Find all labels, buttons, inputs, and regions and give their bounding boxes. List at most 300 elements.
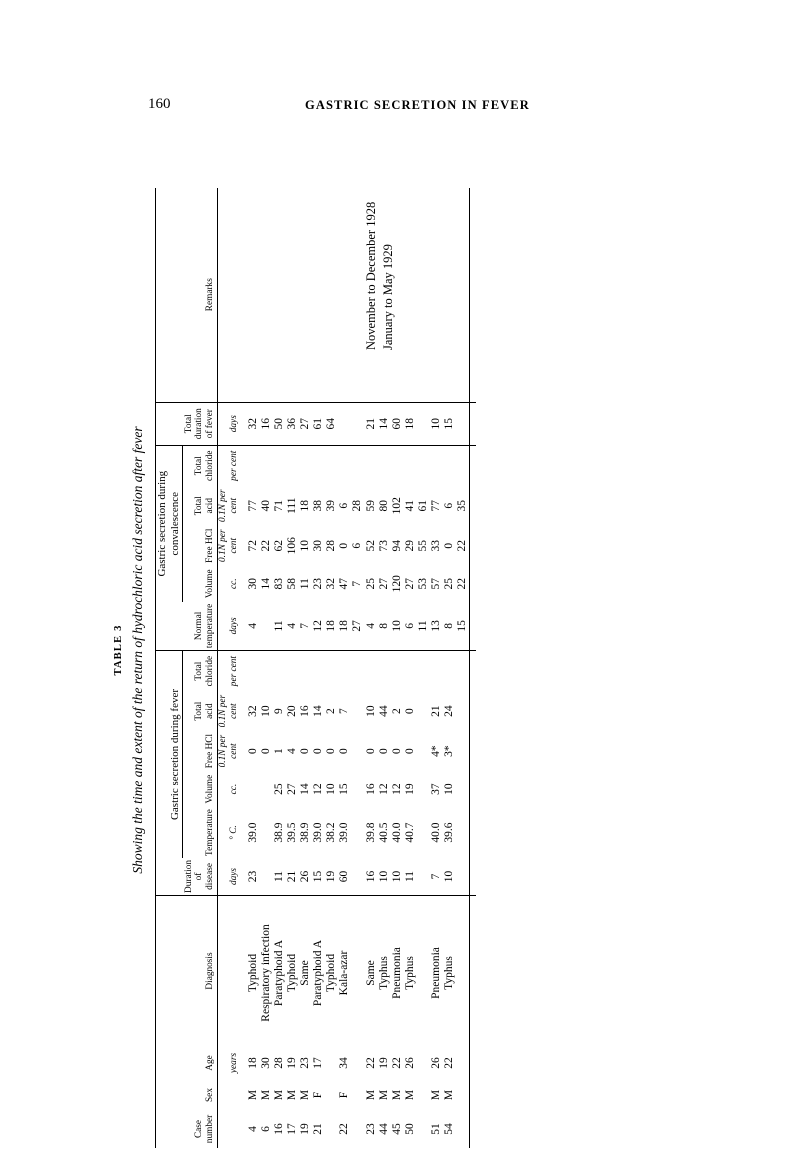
cell-volume-conv: 83 [272, 577, 285, 590]
cell-age [325, 1046, 338, 1080]
cell-volume-fever: 10 [443, 783, 456, 795]
cell-free-hcl-fever [351, 731, 364, 771]
cell-volume-conv: 11 [298, 578, 311, 590]
unit-volume-conv: cc. [228, 578, 239, 589]
cell-duration-disease: 60 [338, 858, 351, 896]
cell-volume-conv: 47 [338, 577, 351, 590]
cell-duration-disease [260, 858, 273, 896]
cell-total-chloride-fever [312, 651, 325, 692]
cell-total-chloride-fever [404, 651, 417, 692]
cell-temperature: 39.8 [364, 822, 377, 843]
results-table [155, 188, 476, 1148]
spacer-cell [240, 731, 247, 771]
cell-temperature [351, 807, 364, 858]
cell-sex: M [364, 1089, 377, 1101]
cell-volume-conv: 58 [285, 577, 298, 590]
cell-temperature: 39.0 [338, 822, 351, 843]
cell-temperature: 39.0 [246, 822, 259, 843]
bottom-rule-cell [470, 807, 477, 858]
cell-temperature: 38.9 [298, 822, 311, 843]
cell-diagnosis: Pneumonia [430, 947, 443, 999]
cell-volume-fever [260, 771, 273, 807]
cell-total-chloride-conv [351, 445, 364, 486]
cell-normal-temperature: 11 [417, 602, 430, 651]
cell-case: 51 [430, 1123, 443, 1135]
col-head-sex: Sex [183, 1080, 218, 1110]
spacer-cell [240, 896, 247, 1047]
cell-normal-temperature: 18 [338, 602, 351, 651]
cell-case: 21 [312, 1123, 325, 1135]
cell-total-chloride-fever [378, 651, 391, 692]
cell-case: 50 [403, 1123, 416, 1135]
cell-temperature: 39.6 [443, 822, 456, 843]
cell-temperature: 40.5 [377, 822, 390, 843]
cell-total-acid-conv: 6 [338, 502, 351, 509]
cell-age [456, 1046, 470, 1080]
cell-total-chloride-fever [338, 651, 351, 692]
cell-volume-conv: 53 [416, 577, 429, 590]
cell-normal-temperature: 4 [365, 602, 378, 651]
cell-free-hcl-conv: 22 [456, 539, 469, 552]
remarks-block [363, 202, 397, 350]
col-head-total-duration-fever: Total duration of fever [183, 402, 218, 445]
table-row [273, 188, 286, 1148]
cell-sex: M [246, 1089, 259, 1101]
cell-total-chloride-conv [286, 445, 299, 486]
cell-total-acid-fever: 14 [312, 705, 325, 717]
cell-normal-temperature: 4 [286, 602, 299, 651]
cell-total-acid-fever: 21 [430, 705, 443, 717]
cell-total-acid-fever: 44 [377, 705, 390, 717]
unit-diagnosis [218, 896, 240, 1047]
spacer-cell [240, 1110, 247, 1148]
cell-free-hcl-conv: 72 [246, 539, 259, 552]
unit-temperature: ° C. [228, 825, 239, 840]
cell-total-acid-conv: 6 [443, 502, 456, 509]
cell-free-hcl-fever: 0 [325, 748, 338, 754]
cell-case: 6 [259, 1126, 272, 1132]
cell-free-hcl-conv: 28 [325, 539, 338, 552]
group-spacer-total-duration [156, 402, 183, 445]
cell-volume-conv: 25 [443, 577, 456, 590]
cell-total-duration-fever: 16 [260, 402, 273, 445]
cell-sex: M [259, 1089, 272, 1101]
cell-duration-disease: 11 [273, 858, 286, 896]
bottom-rule-cell [470, 731, 477, 771]
unit-age: years [228, 1052, 239, 1074]
cell-free-hcl-conv: 52 [364, 539, 377, 552]
cell-volume-fever: 19 [403, 783, 416, 795]
cell-volume-fever: 12 [377, 783, 390, 795]
col-head-age: Age [183, 1046, 218, 1080]
cell-total-duration-fever: 64 [325, 402, 338, 445]
cell-total-chloride-fever [351, 651, 364, 692]
bottom-rule-cell [470, 858, 477, 896]
cell-total-chloride-conv [378, 445, 391, 486]
cell-volume-conv: 7 [351, 580, 364, 587]
cell-volume-conv: 14 [259, 577, 272, 590]
cell-case [351, 1110, 364, 1148]
cell-remarks [338, 188, 351, 403]
group-spacer-sex [156, 1080, 183, 1110]
cell-diagnosis: Typhus [443, 956, 456, 990]
table-row [312, 188, 325, 1148]
table-title: Showing the time and extent of the return of hydrochloric acid secretion after fever [130, 426, 145, 874]
cell-total-duration-fever: 10 [430, 402, 443, 445]
cell-volume-fever [417, 771, 430, 807]
cell-total-acid-fever: 10 [259, 705, 272, 717]
cell-remarks [443, 188, 456, 403]
group-spacer-normal-temp [156, 602, 183, 651]
cell-total-chloride-conv [247, 445, 260, 486]
cell-normal-temperature: 8 [378, 602, 391, 651]
spacer-cell [240, 566, 247, 602]
cell-normal-temperature: 10 [391, 602, 404, 651]
row-spacer [240, 188, 247, 1148]
cell-total-duration-fever: 50 [273, 402, 286, 445]
cell-total-chloride-conv [260, 445, 273, 486]
cell-duration-disease [417, 858, 430, 896]
cell-total-chloride-fever [365, 651, 378, 692]
bottom-rule-cell [470, 526, 477, 566]
cell-age: 18 [246, 1057, 259, 1069]
cell-total-duration-fever [417, 402, 430, 445]
spacer-cell [240, 1046, 247, 1080]
cell-sex: M [272, 1089, 285, 1101]
cell-volume-fever: 15 [338, 783, 351, 795]
cell-normal-temperature: 8 [443, 602, 456, 651]
cell-total-duration-fever: 15 [443, 402, 456, 445]
cell-case: 23 [364, 1123, 377, 1135]
cell-total-duration-fever: 32 [247, 402, 260, 445]
spacer-cell [240, 807, 247, 858]
cell-diagnosis: Respiratory infection [259, 924, 272, 1022]
unit-total-chloride-fever: per cent [228, 656, 239, 687]
unit-duration-disease: days [218, 858, 240, 896]
bottom-rule-cell [470, 1080, 477, 1110]
cell-total-chloride-conv [312, 445, 325, 486]
cell-total-chloride-conv [456, 445, 470, 486]
cell-total-acid-fever: 10 [364, 705, 377, 717]
cell-remarks [273, 188, 286, 403]
cell-temperature [260, 807, 273, 858]
cell-diagnosis [351, 896, 364, 1047]
cell-diagnosis: Typhoid [285, 953, 298, 993]
cell-total-acid-conv: 61 [416, 499, 429, 512]
cell-remarks [430, 188, 443, 403]
spacer-cell [240, 188, 247, 403]
cell-volume-fever [456, 771, 470, 807]
cell-case [417, 1110, 430, 1148]
cell-volume-fever [247, 771, 260, 807]
cell-free-hcl-conv: 0 [443, 542, 456, 549]
cell-volume-conv: 32 [325, 577, 338, 590]
cell-total-acid-fever: 24 [443, 705, 456, 717]
cell-normal-temperature [260, 602, 273, 651]
cell-total-duration-fever: 61 [312, 402, 325, 445]
cell-normal-temperature: 7 [299, 602, 312, 651]
cell-duration-disease: 15 [312, 858, 325, 896]
cell-sex [351, 1080, 364, 1110]
bottom-rule-cell [470, 771, 477, 807]
cell-volume-conv: 27 [377, 577, 390, 590]
table-row [430, 188, 443, 1148]
cell-remarks [456, 188, 470, 403]
unit-case [218, 1110, 240, 1148]
cell-total-duration-fever: 18 [404, 402, 417, 445]
cell-temperature: 40.0 [430, 822, 443, 843]
unit-total-chloride-conv: per cent [228, 450, 239, 481]
cell-sex: M [298, 1089, 311, 1101]
group-header-during-convalescence: Gastric secretion during convalescence [156, 445, 183, 602]
cell-diagnosis: Typhoid [325, 953, 338, 993]
cell-case: 16 [272, 1123, 285, 1135]
cell-free-hcl-fever: 0 [312, 748, 325, 754]
cell-duration-disease: 7 [430, 858, 443, 896]
table-row [325, 188, 338, 1148]
cell-sex: M [390, 1089, 403, 1101]
cell-normal-temperature: 18 [325, 602, 338, 651]
col-head-total-acid-fever: Total acid [183, 691, 218, 731]
cell-total-acid-conv: 77 [246, 499, 259, 512]
cell-temperature [456, 807, 470, 858]
table-row [417, 188, 430, 1148]
group-header-during-fever: Gastric secretion during fever [156, 651, 183, 858]
cell-total-chloride-conv [417, 445, 430, 486]
cell-temperature: 38.9 [272, 822, 285, 843]
cell-age: 22 [443, 1057, 456, 1069]
cell-remarks [299, 188, 312, 403]
cell-total-acid-conv: 111 [285, 497, 298, 514]
col-head-total-chloride-conv: Total chloride [183, 445, 218, 486]
cell-age [417, 1046, 430, 1080]
cell-sex: M [403, 1089, 416, 1101]
cell-sex: M [443, 1089, 456, 1101]
col-head-duration-disease: Duration of disease [183, 858, 218, 896]
cell-duration-disease: 21 [286, 858, 299, 896]
cell-free-hcl-fever: 3* [443, 745, 456, 757]
cell-volume-conv: 22 [456, 577, 469, 590]
cell-volume-conv: 120 [390, 575, 403, 593]
cell-total-chloride-conv [365, 445, 378, 486]
spacer-cell [240, 402, 247, 445]
spacer-cell [240, 526, 247, 566]
cell-total-chloride-conv [273, 445, 286, 486]
col-head-volume-conv: Volume [183, 566, 218, 602]
cell-remarks [417, 188, 430, 403]
cell-total-acid-fever: 16 [298, 705, 311, 717]
cell-total-acid-conv: 39 [325, 499, 338, 512]
cell-total-chloride-conv [299, 445, 312, 486]
cell-normal-temperature: 15 [456, 602, 470, 651]
bottom-rule-cell [470, 1046, 477, 1080]
cell-total-chloride-fever [443, 651, 456, 692]
cell-duration-disease [456, 858, 470, 896]
col-head-free-hcl-conv: Free HCl [183, 526, 218, 566]
cell-free-hcl-conv: 10 [298, 539, 311, 552]
cell-total-acid-conv: 41 [403, 499, 416, 512]
cell-free-hcl-conv: 73 [377, 539, 390, 552]
cell-volume-conv: 30 [246, 577, 259, 590]
table-row [443, 188, 456, 1148]
cell-age: 26 [403, 1057, 416, 1069]
col-head-diagnosis: Diagnosis [183, 896, 218, 1047]
bottom-rule-cell [470, 445, 477, 486]
cell-total-acid-conv: 18 [298, 499, 311, 512]
table-row [260, 188, 273, 1148]
cell-case: 54 [443, 1123, 456, 1135]
cell-age: 22 [364, 1057, 377, 1069]
cell-sex: F [338, 1091, 351, 1099]
spacer-cell [240, 602, 247, 651]
cell-duration-disease: 19 [325, 858, 338, 896]
cell-age: 28 [272, 1057, 285, 1069]
cell-age: 34 [338, 1057, 351, 1069]
cell-case [325, 1110, 338, 1148]
table-row [456, 188, 470, 1148]
cell-remarks [325, 188, 338, 403]
cell-normal-temperature: 6 [404, 602, 417, 651]
cell-free-hcl-conv: 0 [338, 542, 351, 549]
unit-remarks [218, 188, 240, 403]
group-spacer-age [156, 1046, 183, 1080]
col-head-total-acid-conv: Total acid [183, 486, 218, 526]
cell-total-chloride-fever [391, 651, 404, 692]
spacer-cell [240, 1080, 247, 1110]
table-row [286, 188, 299, 1148]
cell-free-hcl-conv: 62 [272, 539, 285, 552]
cell-sex: M [285, 1089, 298, 1101]
cell-free-hcl-conv: 29 [403, 539, 416, 552]
cell-age: 19 [285, 1057, 298, 1069]
cell-free-hcl-fever: 0 [338, 748, 351, 754]
page-header [0, 96, 786, 116]
cell-total-acid-conv: 28 [351, 499, 364, 512]
cell-total-acid-conv: 35 [456, 499, 469, 512]
cell-volume-fever: 16 [364, 783, 377, 795]
cell-total-chloride-conv [325, 445, 338, 486]
cell-diagnosis: Paratyphoid A [312, 939, 325, 1007]
unit-normal-temperature: days [218, 602, 240, 651]
cell-total-acid-fever: 7 [338, 708, 351, 714]
col-head-total-chloride-fever: Total chloride [183, 651, 218, 692]
bottom-rule-cell [470, 566, 477, 602]
running-head: GASTRIC SECRETION IN FEVER [305, 98, 530, 112]
cell-total-duration-fever [351, 402, 364, 445]
cell-duration-disease: 23 [247, 858, 260, 896]
spacer-cell [240, 858, 247, 896]
cell-total-chloride-conv [443, 445, 456, 486]
cell-volume-fever: 12 [390, 783, 403, 795]
cell-total-acid-fever [417, 691, 430, 731]
cell-normal-temperature: 11 [273, 602, 286, 651]
cell-age: 26 [430, 1057, 443, 1069]
cell-total-acid-conv: 71 [272, 499, 285, 512]
bottom-rule-cell [470, 896, 477, 1047]
cell-free-hcl-conv: 33 [430, 539, 443, 552]
cell-total-duration-fever: 36 [286, 402, 299, 445]
cell-duration-disease: 16 [365, 858, 378, 896]
cell-volume-fever: 12 [312, 783, 325, 795]
cell-sex [456, 1080, 470, 1110]
cell-case: 45 [390, 1123, 403, 1135]
group-header-row [156, 188, 183, 1148]
cell-total-acid-fever: 32 [246, 705, 259, 717]
cell-temperature: 39.0 [312, 822, 325, 843]
cell-volume-fever: 10 [325, 783, 338, 795]
cell-volume-conv: 23 [312, 577, 325, 590]
cell-total-acid-conv: 102 [390, 497, 403, 515]
cell-total-chloride-fever [456, 651, 470, 692]
table-row [299, 188, 312, 1148]
spacer-cell [240, 486, 247, 526]
bottom-rule-cell [470, 486, 477, 526]
page-number: 160 [148, 96, 171, 112]
cell-age: 30 [259, 1057, 272, 1069]
cell-free-hcl-fever [456, 731, 470, 771]
cell-total-chloride-fever [273, 651, 286, 692]
cell-diagnosis: Typhus [403, 956, 416, 990]
cell-free-hcl-fever: 0 [403, 748, 416, 754]
cell-free-hcl-conv: 55 [416, 539, 429, 552]
cell-case: 22 [338, 1123, 351, 1135]
cell-age [351, 1046, 364, 1080]
cell-sex [417, 1080, 430, 1110]
cell-total-chloride-fever [299, 651, 312, 692]
cell-total-acid-fever: 20 [285, 705, 298, 717]
cell-diagnosis [456, 896, 470, 1047]
table-bottom-rule [470, 188, 477, 1148]
cell-diagnosis: Paratyphoid A [272, 939, 285, 1007]
cell-total-duration-fever: 21 [365, 402, 378, 445]
cell-normal-temperature: 13 [430, 602, 443, 651]
bottom-rule-cell [470, 602, 477, 651]
remarks-line-2: January to May 1929 [380, 244, 395, 350]
col-head-volume-fever: Volume [183, 771, 218, 807]
cell-remarks [312, 188, 325, 403]
cell-total-chloride-fever [247, 651, 260, 692]
cell-free-hcl-fever: 0 [377, 748, 390, 754]
table-row [247, 188, 260, 1148]
cell-diagnosis: Typhus [377, 956, 390, 990]
cell-case: 17 [285, 1123, 298, 1135]
bottom-rule-cell [470, 1110, 477, 1148]
cell-age: 23 [298, 1057, 311, 1069]
cell-free-hcl-fever [417, 731, 430, 771]
cell-volume-conv: 27 [403, 577, 416, 590]
cell-age: 22 [390, 1057, 403, 1069]
cell-total-acid-conv: 38 [312, 499, 325, 512]
cell-free-hcl-conv: 94 [390, 539, 403, 552]
unit-total-acid-fever: 0.1N per cent [218, 694, 239, 728]
table-head [156, 188, 240, 1148]
cell-case: 44 [377, 1123, 390, 1135]
cell-duration-disease: 10 [378, 858, 391, 896]
spacer-cell [240, 651, 247, 692]
units-row [218, 188, 240, 1148]
col-head-normal-temperature: Normal temperature [183, 602, 218, 651]
group-spacer-remarks [156, 188, 183, 403]
cell-total-duration-fever: 14 [378, 402, 391, 445]
cell-total-chloride-conv [338, 445, 351, 486]
cell-remarks [286, 188, 299, 403]
spacer-cell [240, 771, 247, 807]
unit-total-acid-conv: 0.1N per cent [218, 489, 239, 522]
cell-free-hcl-fever: 0 [390, 748, 403, 754]
cell-total-chloride-fever [286, 651, 299, 692]
col-head-free-hcl-fever: Free HCl [183, 731, 218, 771]
cell-sex: M [377, 1089, 390, 1101]
